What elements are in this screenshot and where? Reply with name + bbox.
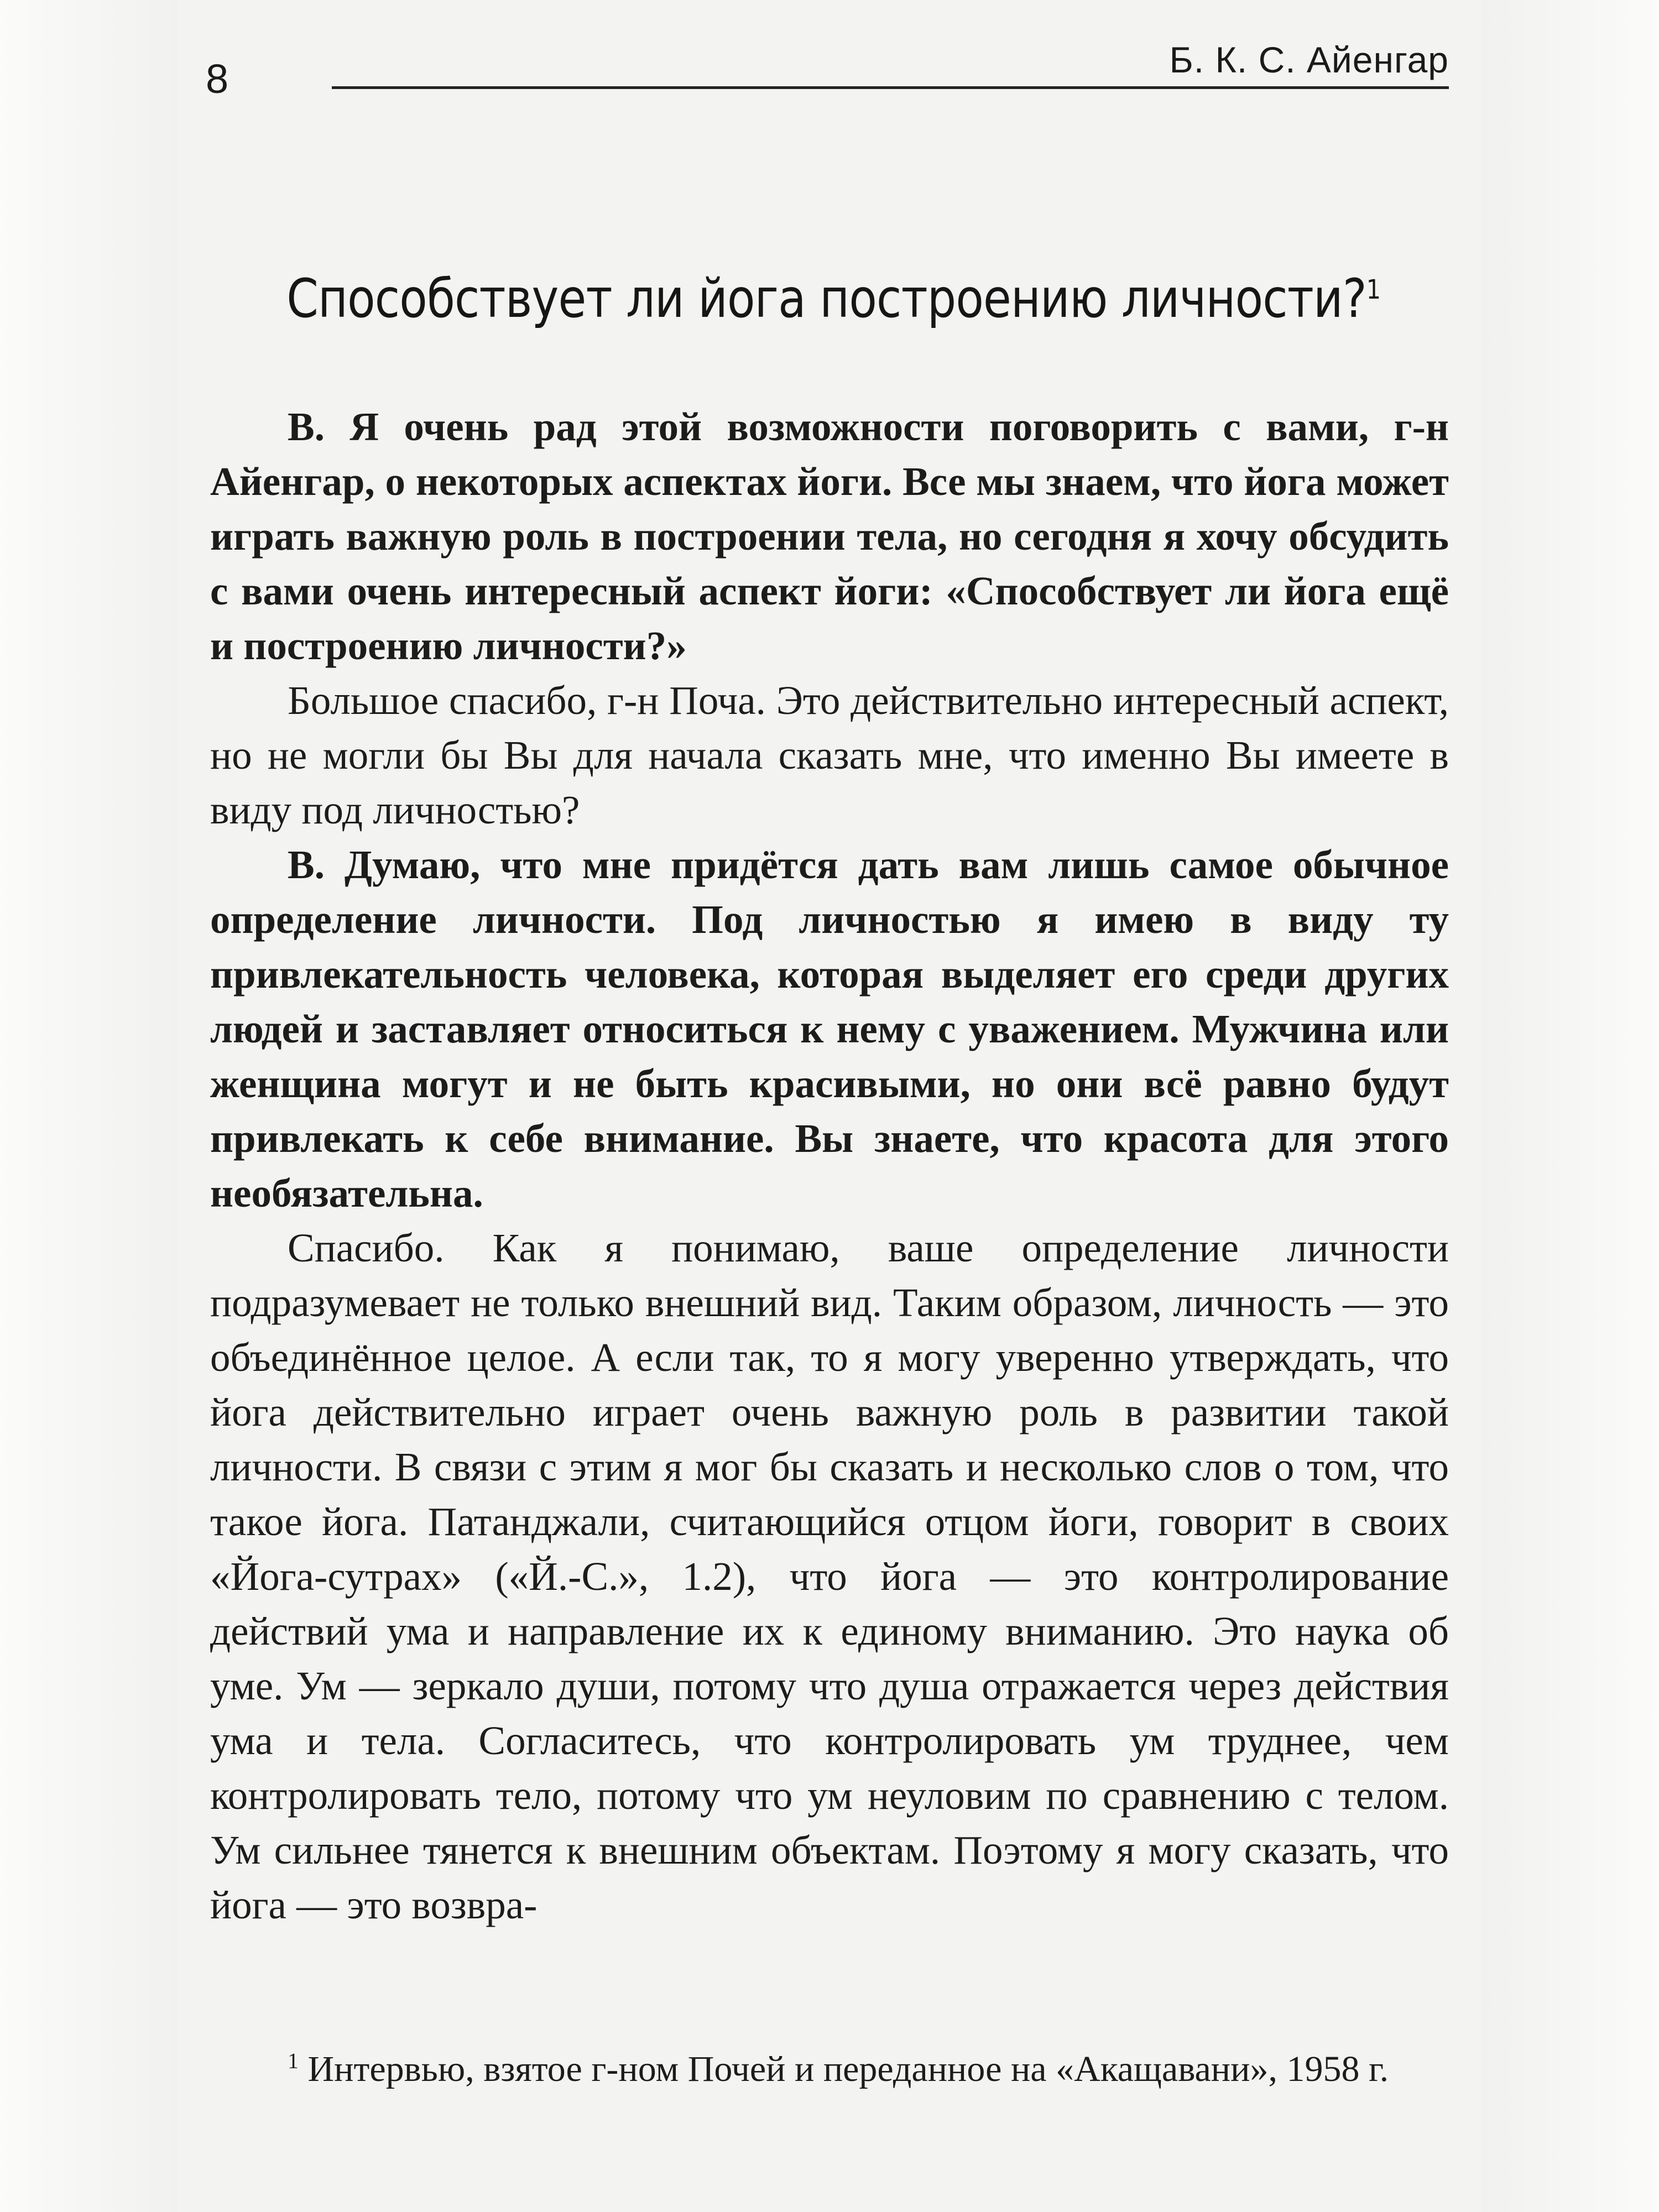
footnote-marker: 1 — [288, 2048, 299, 2073]
chapter-title — [286, 268, 1381, 330]
footnote-text-line — [210, 2035, 1449, 2095]
page-number: 8 — [206, 56, 229, 102]
page-header — [199, 39, 1449, 105]
chapter-title-text: Способствует ли йога построению личности? — [286, 268, 1366, 330]
running-head: Б. К. С. Айенгар — [1169, 39, 1449, 80]
paragraph-answer: Большое спасибо, г-н Поча. Это действительно интересный аспект, но не могли бы Вы для начала сказать мне, что именно Вы имеете в виду под личностью? — [210, 678, 1449, 832]
paragraph-answer: Спасибо. Как я понимаю, ваше определение личности подразумевает не только внешний вид. Таким образом, личность — это объединённое целое. А если так, то я могу уверенно утверждать, что йога действительно играет очень важную роль в развитии такой личности. В связи с этим я мог бы сказать и несколько слов о том, что такое йога. Патанджали, считающийся отцом йоги, говорит в своих «Йога-сутрах» («Й.-С.», 1.2), что йога — это контролирование действий ума и направление их к единому вниманию. Это наука об уме. Ум — зеркало души, потому что душа отражается через действия ума и тела. Согласитесь, что контролировать ум труднее, чем контролировать тело, потому что ум неуловим по сравнению с телом. Ум сильнее тянется к внешним объектам. Поэтому я могу сказать, что йога — это возвра- — [210, 1225, 1449, 1927]
paragraph-question: В. Я очень рад этой возможности поговорить с вами, г-н Айенгар, о некоторых аспектах йоги. Все мы знаем, что йога может играть важную роль в построении тела, но сегодня я хочу обсудить с вами очень интересный аспект йоги: «Способствует ли йога ещё и построению личности?» — [210, 404, 1449, 668]
footnote — [210, 2035, 1449, 2095]
page-margin-left — [0, 0, 177, 2212]
footnote-text: Интервью, взятое г-ном Почей и переданное на «Акащавани», 1958 г. — [307, 2049, 1389, 2089]
page-margin-right — [1482, 0, 1659, 2212]
body-text — [210, 399, 1449, 1932]
paragraph-question: В. Думаю, что мне придётся дать вам лишь самое обычное определение личности. Под личностью я имею в виду ту привлекательность человека, которая выделяет его среди других людей и заставляет относиться к нему с уважением. Мужчина или женщина могут и не быть красивыми, но они всё равно будут привлекать к себе внимание. Вы знаете, что красота для этого необязательна. — [210, 842, 1449, 1215]
footnote-reference[interactable]: 1 — [1366, 274, 1381, 306]
header-rule — [332, 86, 1449, 89]
